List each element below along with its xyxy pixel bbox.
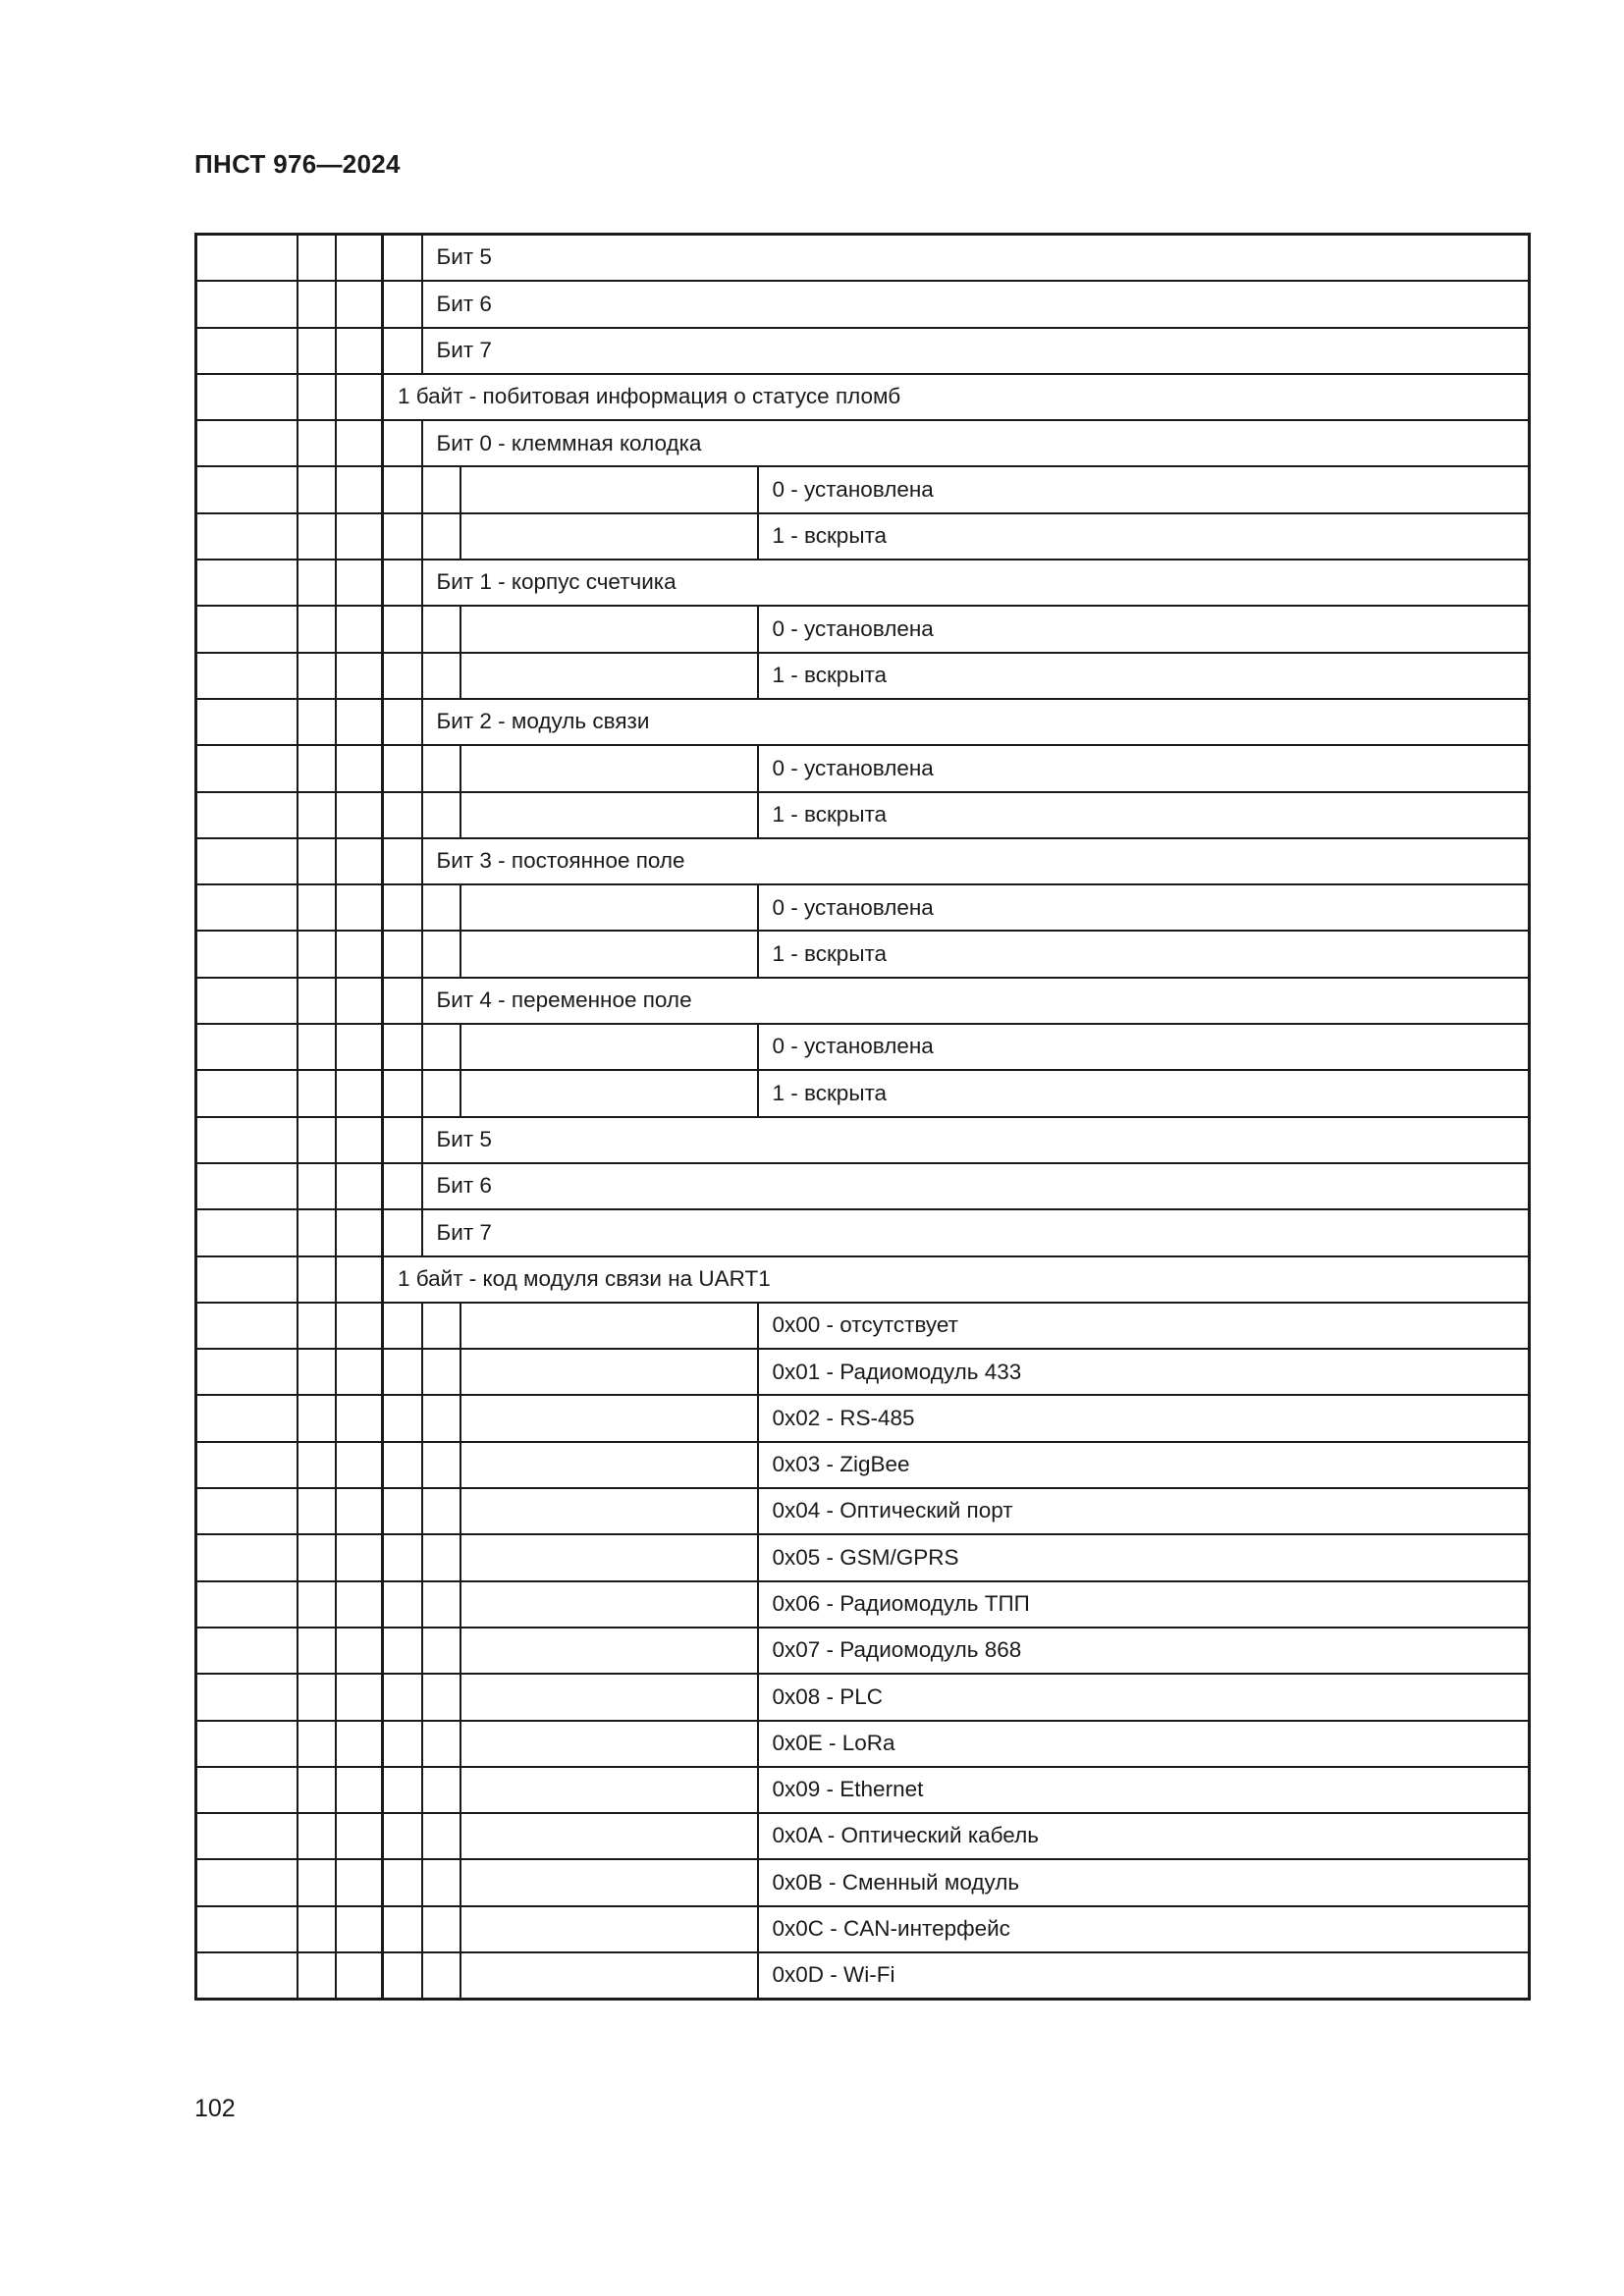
empty-cell xyxy=(336,1906,383,1952)
empty-cell xyxy=(422,1906,460,1952)
empty-cell xyxy=(298,792,336,838)
empty-cell xyxy=(336,931,383,977)
empty-cell xyxy=(336,235,383,282)
empty-cell xyxy=(336,653,383,699)
empty-cell xyxy=(298,1442,336,1488)
empty-cell xyxy=(298,1906,336,1952)
table-row xyxy=(196,1070,1530,1116)
empty-cell xyxy=(196,466,298,512)
table-row xyxy=(196,838,1530,884)
empty-cell xyxy=(298,1767,336,1813)
empty-cell xyxy=(196,1581,298,1628)
empty-cell xyxy=(460,1534,758,1580)
byte-description-cell: 1 байт - код модуля связи на UART1 xyxy=(383,1256,1530,1303)
empty-cell xyxy=(336,606,383,652)
table-row xyxy=(196,1813,1530,1859)
empty-cell xyxy=(298,1070,336,1116)
bit-description-cell: Бит 5 xyxy=(422,235,1530,282)
empty-cell xyxy=(196,374,298,420)
empty-cell xyxy=(336,884,383,931)
empty-cell xyxy=(336,1859,383,1905)
empty-cell xyxy=(196,1534,298,1580)
value-description-cell: 0x01 - Радиомодуль 433 xyxy=(758,1349,1530,1395)
empty-cell xyxy=(196,281,298,327)
empty-cell xyxy=(383,1163,422,1209)
empty-cell xyxy=(298,1859,336,1905)
empty-cell xyxy=(422,792,460,838)
empty-cell xyxy=(196,1349,298,1395)
table-row xyxy=(196,1628,1530,1674)
empty-cell xyxy=(383,1767,422,1813)
table-row xyxy=(196,466,1530,512)
table-row xyxy=(196,884,1530,931)
empty-cell xyxy=(383,328,422,374)
empty-cell xyxy=(336,374,383,420)
empty-cell xyxy=(383,1303,422,1349)
empty-cell xyxy=(383,1209,422,1255)
empty-cell xyxy=(336,1488,383,1534)
empty-cell xyxy=(460,1721,758,1767)
empty-cell xyxy=(298,328,336,374)
empty-cell xyxy=(383,1859,422,1905)
table-row xyxy=(196,328,1530,374)
bit-description-cell: Бит 2 - модуль связи xyxy=(422,699,1530,745)
empty-cell xyxy=(196,1024,298,1070)
empty-cell xyxy=(196,513,298,560)
table-row xyxy=(196,513,1530,560)
empty-cell xyxy=(460,1303,758,1349)
value-description-cell: 0x00 - отсутствует xyxy=(758,1303,1530,1349)
empty-cell xyxy=(298,235,336,282)
empty-cell xyxy=(422,884,460,931)
empty-cell xyxy=(196,1859,298,1905)
empty-cell xyxy=(336,1581,383,1628)
empty-cell xyxy=(383,745,422,791)
empty-cell xyxy=(298,1395,336,1441)
value-description-cell: 0 - установлена xyxy=(758,466,1530,512)
empty-cell xyxy=(196,420,298,466)
empty-cell xyxy=(460,653,758,699)
empty-cell xyxy=(196,1488,298,1534)
value-description-cell: 0x03 - ZigBee xyxy=(758,1442,1530,1488)
empty-cell xyxy=(336,1721,383,1767)
table-row xyxy=(196,374,1530,420)
empty-cell xyxy=(460,606,758,652)
document-code-header: ПНСТ 976—2024 xyxy=(194,149,401,179)
empty-cell xyxy=(298,420,336,466)
empty-cell xyxy=(460,1488,758,1534)
empty-cell xyxy=(196,1395,298,1441)
empty-cell xyxy=(196,560,298,606)
table-row xyxy=(196,792,1530,838)
empty-cell xyxy=(336,1024,383,1070)
value-description-cell: 0x09 - Ethernet xyxy=(758,1767,1530,1813)
value-description-cell: 0x02 - RS-485 xyxy=(758,1395,1530,1441)
empty-cell xyxy=(298,745,336,791)
empty-cell xyxy=(422,653,460,699)
empty-cell xyxy=(298,838,336,884)
empty-cell xyxy=(383,1952,422,2000)
empty-cell xyxy=(383,699,422,745)
empty-cell xyxy=(196,606,298,652)
empty-cell xyxy=(336,328,383,374)
value-description-cell: 0x08 - PLC xyxy=(758,1674,1530,1720)
empty-cell xyxy=(422,1442,460,1488)
empty-cell xyxy=(336,1674,383,1720)
empty-cell xyxy=(336,1534,383,1580)
empty-cell xyxy=(460,1628,758,1674)
empty-cell xyxy=(460,884,758,931)
bit-description-cell: Бит 4 - переменное поле xyxy=(422,978,1530,1024)
empty-cell xyxy=(422,1674,460,1720)
table-row xyxy=(196,1163,1530,1209)
empty-cell xyxy=(336,1395,383,1441)
bit-description-cell: Бит 7 xyxy=(422,1209,1530,1255)
empty-cell xyxy=(336,1952,383,2000)
empty-cell xyxy=(422,1813,460,1859)
empty-cell xyxy=(298,1117,336,1163)
empty-cell xyxy=(422,1395,460,1441)
value-description-cell: 0 - установлена xyxy=(758,884,1530,931)
empty-cell xyxy=(383,1117,422,1163)
empty-cell xyxy=(298,1488,336,1534)
table-row xyxy=(196,1349,1530,1395)
table-row xyxy=(196,931,1530,977)
bit-description-cell: Бит 6 xyxy=(422,1163,1530,1209)
empty-cell xyxy=(336,1349,383,1395)
empty-cell xyxy=(196,1163,298,1209)
empty-cell xyxy=(460,513,758,560)
empty-cell xyxy=(422,1070,460,1116)
empty-cell xyxy=(383,1395,422,1441)
empty-cell xyxy=(460,1349,758,1395)
value-description-cell: 0x0D - Wi-Fi xyxy=(758,1952,1530,2000)
empty-cell xyxy=(298,1303,336,1349)
empty-cell xyxy=(422,1721,460,1767)
empty-cell xyxy=(196,1721,298,1767)
empty-cell xyxy=(196,931,298,977)
empty-cell xyxy=(336,792,383,838)
empty-cell xyxy=(196,1813,298,1859)
value-description-cell: 0 - установлена xyxy=(758,606,1530,652)
value-description-cell: 0x0B - Сменный модуль xyxy=(758,1859,1530,1905)
empty-cell xyxy=(422,1534,460,1580)
table-row xyxy=(196,1024,1530,1070)
byte-description-cell: 1 байт - побитовая информация о статусе пломб xyxy=(383,374,1530,420)
empty-cell xyxy=(336,1813,383,1859)
empty-cell xyxy=(196,1117,298,1163)
table-row xyxy=(196,745,1530,791)
empty-cell xyxy=(460,745,758,791)
table-row xyxy=(196,1442,1530,1488)
empty-cell xyxy=(383,1442,422,1488)
empty-cell xyxy=(422,1859,460,1905)
protocol-spec-table xyxy=(194,233,1531,2001)
empty-cell xyxy=(460,1395,758,1441)
empty-cell xyxy=(196,1303,298,1349)
value-description-cell: 1 - вскрыта xyxy=(758,931,1530,977)
value-description-cell: 1 - вскрыта xyxy=(758,653,1530,699)
table-row xyxy=(196,235,1530,282)
empty-cell xyxy=(298,978,336,1024)
empty-cell xyxy=(383,1024,422,1070)
empty-cell xyxy=(422,1024,460,1070)
empty-cell xyxy=(422,1767,460,1813)
table-row xyxy=(196,1534,1530,1580)
value-description-cell: 0 - установлена xyxy=(758,745,1530,791)
empty-cell xyxy=(383,1349,422,1395)
empty-cell xyxy=(460,1442,758,1488)
table-row xyxy=(196,560,1530,606)
empty-cell xyxy=(460,1024,758,1070)
empty-cell xyxy=(196,1767,298,1813)
table-row xyxy=(196,1767,1530,1813)
empty-cell xyxy=(336,1303,383,1349)
empty-cell xyxy=(422,466,460,512)
empty-cell xyxy=(383,606,422,652)
empty-cell xyxy=(196,1070,298,1116)
empty-cell xyxy=(298,374,336,420)
empty-cell xyxy=(196,1674,298,1720)
empty-cell xyxy=(422,931,460,977)
table-row xyxy=(196,699,1530,745)
empty-cell xyxy=(196,1628,298,1674)
table-row xyxy=(196,1256,1530,1303)
empty-cell xyxy=(383,513,422,560)
empty-cell xyxy=(336,466,383,512)
empty-cell xyxy=(422,1303,460,1349)
empty-cell xyxy=(196,653,298,699)
table-row xyxy=(196,281,1530,327)
table-row xyxy=(196,606,1530,652)
empty-cell xyxy=(383,235,422,282)
table-row xyxy=(196,653,1530,699)
protocol-spec-table-body xyxy=(196,235,1530,2000)
empty-cell xyxy=(422,1349,460,1395)
empty-cell xyxy=(298,1674,336,1720)
empty-cell xyxy=(298,1349,336,1395)
table-row xyxy=(196,1395,1530,1441)
empty-cell xyxy=(196,838,298,884)
empty-cell xyxy=(298,699,336,745)
empty-cell xyxy=(196,328,298,374)
empty-cell xyxy=(383,1906,422,1952)
empty-cell xyxy=(460,931,758,977)
empty-cell xyxy=(298,1628,336,1674)
value-description-cell: 0x05 - GSM/GPRS xyxy=(758,1534,1530,1580)
empty-cell xyxy=(383,420,422,466)
value-description-cell: 0x04 - Оптический порт xyxy=(758,1488,1530,1534)
bit-description-cell: Бит 0 - клеммная колодка xyxy=(422,420,1530,466)
empty-cell xyxy=(383,281,422,327)
table-row xyxy=(196,1952,1530,2000)
empty-cell xyxy=(336,281,383,327)
empty-cell xyxy=(383,792,422,838)
empty-cell xyxy=(383,1628,422,1674)
empty-cell xyxy=(196,792,298,838)
empty-cell xyxy=(298,1581,336,1628)
empty-cell xyxy=(196,978,298,1024)
empty-cell xyxy=(422,1952,460,2000)
empty-cell xyxy=(196,745,298,791)
bit-description-cell: Бит 6 xyxy=(422,281,1530,327)
empty-cell xyxy=(422,513,460,560)
empty-cell xyxy=(460,1070,758,1116)
bit-description-cell: Бит 7 xyxy=(422,328,1530,374)
empty-cell xyxy=(298,1024,336,1070)
empty-cell xyxy=(383,560,422,606)
empty-cell xyxy=(383,1813,422,1859)
empty-cell xyxy=(196,1906,298,1952)
empty-cell xyxy=(298,931,336,977)
empty-cell xyxy=(422,606,460,652)
empty-cell xyxy=(196,884,298,931)
value-description-cell: 0 - установлена xyxy=(758,1024,1530,1070)
empty-cell xyxy=(336,1628,383,1674)
empty-cell xyxy=(196,235,298,282)
table-row xyxy=(196,1303,1530,1349)
value-description-cell: 0x06 - Радиомодуль ТПП xyxy=(758,1581,1530,1628)
empty-cell xyxy=(336,420,383,466)
bit-description-cell: Бит 1 - корпус счетчика xyxy=(422,560,1530,606)
empty-cell xyxy=(422,1488,460,1534)
page-number: 102 xyxy=(194,2095,236,2122)
empty-cell xyxy=(298,653,336,699)
empty-cell xyxy=(336,1070,383,1116)
table-row xyxy=(196,420,1530,466)
empty-cell xyxy=(336,1767,383,1813)
empty-cell xyxy=(298,884,336,931)
empty-cell xyxy=(336,1163,383,1209)
empty-cell xyxy=(298,1163,336,1209)
table-row xyxy=(196,1859,1530,1905)
empty-cell xyxy=(383,1070,422,1116)
value-description-cell: 1 - вскрыта xyxy=(758,792,1530,838)
empty-cell xyxy=(460,792,758,838)
empty-cell xyxy=(196,699,298,745)
table-row xyxy=(196,1488,1530,1534)
empty-cell xyxy=(196,1442,298,1488)
empty-cell xyxy=(460,1581,758,1628)
table-row xyxy=(196,1721,1530,1767)
table-row xyxy=(196,1906,1530,1952)
empty-cell xyxy=(298,1256,336,1303)
empty-cell xyxy=(383,884,422,931)
empty-cell xyxy=(298,1209,336,1255)
table-row xyxy=(196,978,1530,1024)
empty-cell xyxy=(298,606,336,652)
empty-cell xyxy=(298,560,336,606)
empty-cell xyxy=(196,1256,298,1303)
table-row xyxy=(196,1581,1530,1628)
value-description-cell: 1 - вскрыта xyxy=(758,513,1530,560)
table-row xyxy=(196,1674,1530,1720)
empty-cell xyxy=(298,513,336,560)
value-description-cell: 1 - вскрыта xyxy=(758,1070,1530,1116)
empty-cell xyxy=(196,1209,298,1255)
empty-cell xyxy=(336,1256,383,1303)
empty-cell xyxy=(298,281,336,327)
empty-cell xyxy=(336,838,383,884)
empty-cell xyxy=(298,1534,336,1580)
empty-cell xyxy=(460,1906,758,1952)
empty-cell xyxy=(336,1209,383,1255)
empty-cell xyxy=(383,466,422,512)
empty-cell xyxy=(336,1117,383,1163)
bit-description-cell: Бит 3 - постоянное поле xyxy=(422,838,1530,884)
empty-cell xyxy=(298,1813,336,1859)
empty-cell xyxy=(196,1952,298,2000)
empty-cell xyxy=(460,466,758,512)
empty-cell xyxy=(298,1952,336,2000)
empty-cell xyxy=(460,1952,758,2000)
empty-cell xyxy=(383,978,422,1024)
empty-cell xyxy=(298,466,336,512)
value-description-cell: 0x0C - CAN-интерфейс xyxy=(758,1906,1530,1952)
empty-cell xyxy=(336,745,383,791)
bit-description-cell: Бит 5 xyxy=(422,1117,1530,1163)
empty-cell xyxy=(383,838,422,884)
value-description-cell: 0x07 - Радиомодуль 868 xyxy=(758,1628,1530,1674)
empty-cell xyxy=(383,1488,422,1534)
empty-cell xyxy=(336,513,383,560)
empty-cell xyxy=(460,1767,758,1813)
empty-cell xyxy=(336,560,383,606)
table-row xyxy=(196,1209,1530,1255)
value-description-cell: 0x0A - Оптический кабель xyxy=(758,1813,1530,1859)
empty-cell xyxy=(336,978,383,1024)
empty-cell xyxy=(383,1534,422,1580)
empty-cell xyxy=(336,1442,383,1488)
table-row xyxy=(196,1117,1530,1163)
empty-cell xyxy=(383,931,422,977)
empty-cell xyxy=(422,1628,460,1674)
empty-cell xyxy=(336,699,383,745)
empty-cell xyxy=(383,1721,422,1767)
empty-cell xyxy=(460,1674,758,1720)
empty-cell xyxy=(460,1859,758,1905)
empty-cell xyxy=(460,1813,758,1859)
empty-cell xyxy=(422,745,460,791)
empty-cell xyxy=(383,1674,422,1720)
empty-cell xyxy=(422,1581,460,1628)
empty-cell xyxy=(383,653,422,699)
value-description-cell: 0x0E - LoRa xyxy=(758,1721,1530,1767)
empty-cell xyxy=(298,1721,336,1767)
empty-cell xyxy=(383,1581,422,1628)
